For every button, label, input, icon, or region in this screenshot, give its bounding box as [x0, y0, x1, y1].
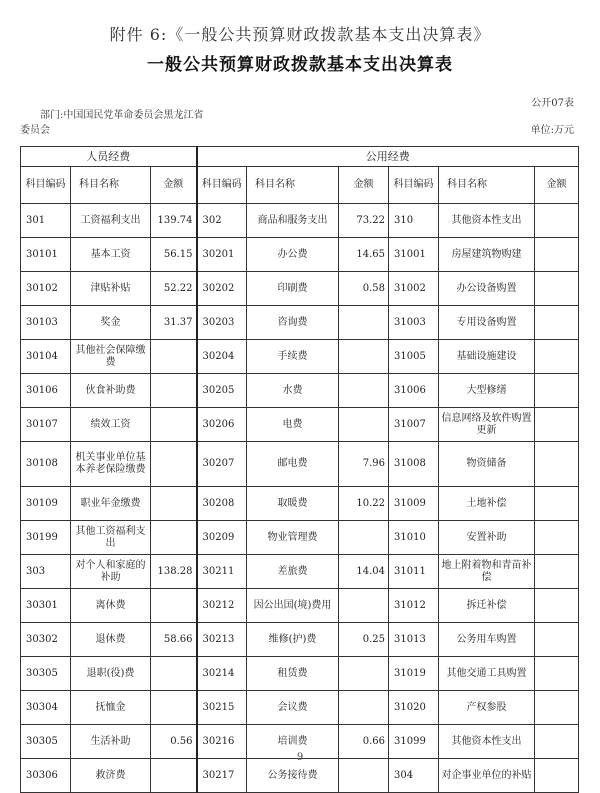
subject-code-cell: 30305: [21, 725, 71, 759]
group-public-header: 公用经费: [197, 147, 579, 167]
subject-name-cell: 专用设备购置: [439, 306, 535, 340]
subject-code-cell: 30104: [21, 340, 71, 374]
amount-cell: [535, 623, 579, 657]
subject-name-cell: 公务用车购置: [439, 623, 535, 657]
subject-code-cell: 30103: [21, 306, 71, 340]
subject-code-cell: 30212: [197, 589, 247, 623]
department-label-continued: 委员会: [20, 125, 50, 136]
amount-cell: [535, 272, 579, 306]
subject-name-cell: 基本工资: [71, 238, 151, 272]
amount-cell: [151, 657, 197, 691]
col-amount-header: 金额: [339, 167, 389, 204]
amount-cell: [151, 340, 197, 374]
amount-cell: [339, 306, 389, 340]
amount-cell: 52.22: [151, 272, 197, 306]
subject-code-cell: 30205: [197, 374, 247, 408]
amount-cell: [535, 204, 579, 238]
group-header-row: [21, 147, 579, 167]
subject-name-cell: 维修(护)费: [247, 623, 339, 657]
subject-code-cell: 30213: [197, 623, 247, 657]
attachment-title: 附件 6:《一般公共预算财政拨款基本支出决算表》: [109, 25, 491, 44]
subject-code-cell: 30107: [21, 408, 71, 442]
subject-code-cell: 31002: [389, 272, 439, 306]
amount-cell: [535, 340, 579, 374]
amount-cell: [339, 657, 389, 691]
subject-name-cell: 电费: [247, 408, 339, 442]
amount-cell: [535, 306, 579, 340]
amount-cell: [151, 374, 197, 408]
subject-code-cell: 31012: [389, 589, 439, 623]
subject-name-cell: 津贴补贴: [71, 272, 151, 306]
table-row: [21, 521, 579, 555]
subject-code-cell: 31020: [389, 691, 439, 725]
amount-cell: 0.58: [339, 272, 389, 306]
subject-name-cell: 商品和服务支出: [247, 204, 339, 238]
table-row: [21, 759, 579, 793]
subject-code-cell: 31006: [389, 374, 439, 408]
subject-name-cell: 其他资本性支出: [439, 725, 535, 759]
amount-cell: 10.22: [339, 487, 389, 521]
subject-code-cell: 30106: [21, 374, 71, 408]
amount-cell: 0.56: [151, 725, 197, 759]
amount-cell: [535, 487, 579, 521]
subject-name-cell: 水费: [247, 374, 339, 408]
subject-code-cell: 30305: [21, 657, 71, 691]
amount-cell: [535, 374, 579, 408]
amount-cell: [151, 521, 197, 555]
amount-cell: 31.37: [151, 306, 197, 340]
subject-code-cell: 30201: [197, 238, 247, 272]
amount-cell: [339, 521, 389, 555]
col-name-header: 科目名称: [247, 167, 339, 204]
subject-name-cell: 伙食补助费: [71, 374, 151, 408]
subject-code-cell: 30211: [197, 555, 247, 589]
subject-code-cell: 301: [21, 204, 71, 238]
amount-cell: [535, 759, 579, 793]
table-row: [21, 657, 579, 691]
subject-code-cell: 31009: [389, 487, 439, 521]
subject-code-cell: 30209: [197, 521, 247, 555]
subject-code-cell: 31099: [389, 725, 439, 759]
subject-code-cell: 30302: [21, 623, 71, 657]
subject-name-cell: 租赁费: [247, 657, 339, 691]
amount-cell: 139.74: [151, 204, 197, 238]
subject-code-cell: 31001: [389, 238, 439, 272]
subject-code-cell: 30199: [21, 521, 71, 555]
subject-name-cell: 其他社会保障缴费: [71, 340, 151, 374]
subject-name-cell: 机关事业单位基本养老保险缴费: [71, 442, 151, 487]
table-row: [21, 204, 579, 238]
subject-name-cell: 物业管理费: [247, 521, 339, 555]
subject-name-cell: 物资储备: [439, 442, 535, 487]
subject-code-cell: 302: [197, 204, 247, 238]
group-personnel-header: 人员经费: [21, 147, 197, 167]
subject-name-cell: 邮电费: [247, 442, 339, 487]
amount-cell: 56.15: [151, 238, 197, 272]
column-header-row: [21, 167, 579, 204]
amount-cell: [339, 589, 389, 623]
table-row: [21, 272, 579, 306]
subject-name-cell: 对个人和家庭的补助: [71, 555, 151, 589]
subject-name-cell: 基础设施建设: [439, 340, 535, 374]
table-row: [21, 408, 579, 442]
subject-code-cell: 30108: [21, 442, 71, 487]
table-row: [21, 306, 579, 340]
department-label: 部门:中国国民党革命委员会黑龙江省: [40, 110, 204, 121]
amount-cell: [535, 408, 579, 442]
subject-name-cell: 离休费: [71, 589, 151, 623]
subject-name-cell: 拆迁补偿: [439, 589, 535, 623]
amount-cell: [339, 691, 389, 725]
page-title: 一般公共预算财政拨款基本支出决算表: [147, 55, 453, 75]
subject-name-cell: 信息网络及软件购置更新: [439, 408, 535, 442]
subject-code-cell: 310: [389, 204, 439, 238]
amount-cell: [535, 442, 579, 487]
amount-cell: [151, 442, 197, 487]
table-row: [21, 589, 579, 623]
subject-name-cell: 对企事业单位的补贴: [439, 759, 535, 793]
table-row: [21, 487, 579, 521]
subject-code-cell: 30217: [197, 759, 247, 793]
subject-name-cell: 生活补助: [71, 725, 151, 759]
amount-cell: [535, 691, 579, 725]
amount-cell: [151, 487, 197, 521]
subject-name-cell: 奖金: [71, 306, 151, 340]
subject-code-cell: 30102: [21, 272, 71, 306]
subject-code-cell: 30203: [197, 306, 247, 340]
subject-code-cell: 30214: [197, 657, 247, 691]
subject-name-cell: 因公出国(境)费用: [247, 589, 339, 623]
subject-name-cell: 培训费: [247, 725, 339, 759]
subject-name-cell: 救济费: [71, 759, 151, 793]
col-amount-header: 金额: [151, 167, 197, 204]
subject-code-cell: 30208: [197, 487, 247, 521]
subject-name-cell: 退休费: [71, 623, 151, 657]
unit-label: 单位:万元: [530, 125, 574, 136]
subject-name-cell: 其他交通工具购置: [439, 657, 535, 691]
amount-cell: [339, 408, 389, 442]
subject-code-cell: 30215: [197, 691, 247, 725]
subject-code-cell: 304: [389, 759, 439, 793]
subject-name-cell: 办公费: [247, 238, 339, 272]
amount-cell: [151, 759, 197, 793]
page-number: 9: [296, 752, 304, 763]
subject-code-cell: 31005: [389, 340, 439, 374]
subject-code-cell: 30207: [197, 442, 247, 487]
amount-cell: [535, 238, 579, 272]
subject-code-cell: 31003: [389, 306, 439, 340]
subject-code-cell: 30202: [197, 272, 247, 306]
col-code-header: 科目编码: [197, 167, 247, 204]
subject-name-cell: 咨询费: [247, 306, 339, 340]
amount-cell: 7.96: [339, 442, 389, 487]
subject-name-cell: 退职(役)费: [71, 657, 151, 691]
subject-name-cell: 会议费: [247, 691, 339, 725]
subject-code-cell: 30109: [21, 487, 71, 521]
subject-name-cell: 抚恤金: [71, 691, 151, 725]
table-row: [21, 442, 579, 487]
subject-code-cell: 31008: [389, 442, 439, 487]
amount-cell: [535, 521, 579, 555]
amount-cell: 58.66: [151, 623, 197, 657]
subject-name-cell: 绩效工资: [71, 408, 151, 442]
subject-code-cell: 31011: [389, 555, 439, 589]
subject-name-cell: 房屋建筑物购建: [439, 238, 535, 272]
col-name-header: 科目名称: [71, 167, 151, 204]
table-row: [21, 238, 579, 272]
amount-cell: [339, 374, 389, 408]
col-code-header: 科目编码: [21, 167, 71, 204]
amount-cell: 138.28: [151, 555, 197, 589]
subject-name-cell: 大型修缮: [439, 374, 535, 408]
subject-name-cell: 产权参股: [439, 691, 535, 725]
subject-name-cell: 地上附着物和青苗补偿: [439, 555, 535, 589]
amount-cell: [151, 408, 197, 442]
amount-cell: [151, 691, 197, 725]
amount-cell: 0.25: [339, 623, 389, 657]
subject-name-cell: 手续费: [247, 340, 339, 374]
table-body: [21, 204, 579, 793]
subject-code-cell: 30301: [21, 589, 71, 623]
amount-cell: 0.66: [339, 725, 389, 759]
subject-code-cell: 30306: [21, 759, 71, 793]
amount-cell: [339, 340, 389, 374]
amount-cell: [151, 589, 197, 623]
amount-cell: [535, 657, 579, 691]
subject-code-cell: 303: [21, 555, 71, 589]
subject-name-cell: 职业年金缴费: [71, 487, 151, 521]
subject-name-cell: 安置补助: [439, 521, 535, 555]
subject-name-cell: 其他资本性支出: [439, 204, 535, 238]
subject-name-cell: 办公设备购置: [439, 272, 535, 306]
table-row: [21, 555, 579, 589]
expenditure-table: [20, 146, 579, 793]
subject-code-cell: 31019: [389, 657, 439, 691]
subject-code-cell: 31013: [389, 623, 439, 657]
subject-code-cell: 30216: [197, 725, 247, 759]
amount-cell: [535, 589, 579, 623]
subject-name-cell: 工资福利支出: [71, 204, 151, 238]
col-amount-header: 金额: [535, 167, 579, 204]
amount-cell: 14.04: [339, 555, 389, 589]
subject-name-cell: 印刷费: [247, 272, 339, 306]
subject-name-cell: 公务接待费: [247, 759, 339, 793]
col-name-header: 科目名称: [439, 167, 535, 204]
subject-code-cell: 30204: [197, 340, 247, 374]
subject-code-cell: 31007: [389, 408, 439, 442]
subject-code-cell: 30206: [197, 408, 247, 442]
table-row: [21, 340, 579, 374]
table-row: [21, 691, 579, 725]
amount-cell: 14.65: [339, 238, 389, 272]
amount-cell: [535, 555, 579, 589]
col-code-header: 科目编码: [389, 167, 439, 204]
table-row: [21, 623, 579, 657]
subject-code-cell: 30304: [21, 691, 71, 725]
table-row: [21, 374, 579, 408]
subject-code-cell: 31010: [389, 521, 439, 555]
form-number: 公开07表: [531, 98, 574, 109]
subject-name-cell: 取暖费: [247, 487, 339, 521]
subject-code-cell: 30101: [21, 238, 71, 272]
amount-cell: [339, 759, 389, 793]
subject-name-cell: 土地补偿: [439, 487, 535, 521]
amount-cell: 73.22: [339, 204, 389, 238]
subject-name-cell: 其他工资福利支出: [71, 521, 151, 555]
subject-name-cell: 差旅费: [247, 555, 339, 589]
